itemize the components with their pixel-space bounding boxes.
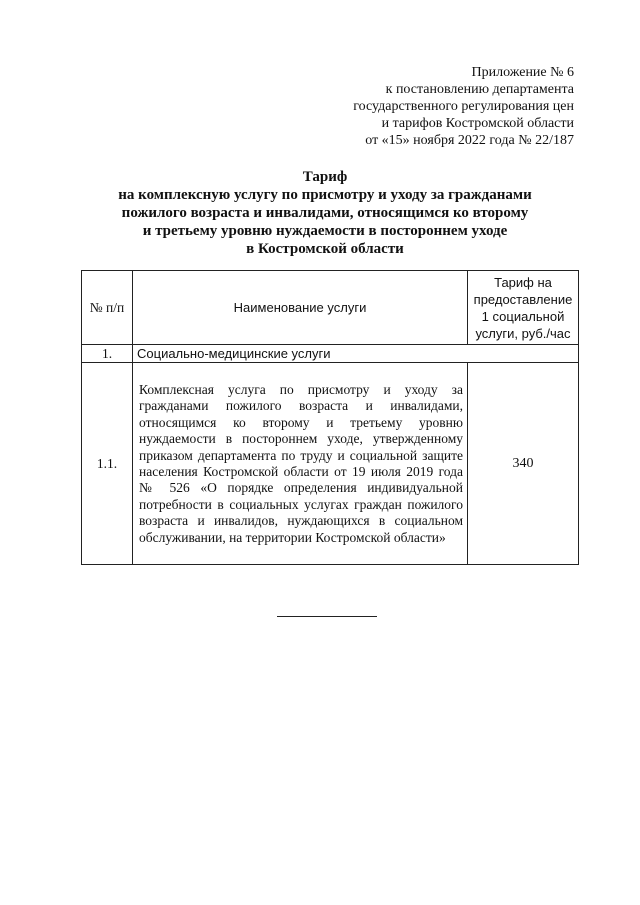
row-tariff-value: 340 (468, 363, 579, 565)
title-line: Тариф (302, 169, 348, 185)
title-line: пожилого возраста и инвалидами, относящимся ко второму (121, 205, 529, 221)
row-number: 1.1. (82, 363, 133, 565)
header-tariff: Тариф на предоставление 1 социальной услуги, руб./час (468, 271, 579, 345)
title-line: в Костромской области (246, 241, 404, 257)
section-number: 1. (82, 345, 133, 363)
appendix-line: от «15» ноября 2022 года № 22/187 (365, 133, 574, 148)
header-number: № п/п (82, 271, 133, 345)
appendix-note (353, 64, 574, 149)
row-service-description: Комплексная услуга по присмотру и уходу за гражданами пожилого возраста и инвалидами, относящимся ко второму и третьему уровню нуждаемости в постороннем уходе, утвержденному приказом департамента по труду и социальной защите населения Костромской области от 19 июля 2019 года № 526 «О порядке определения индивидуальной потребности в социальных услугах граждан пожилого возраста и инвалидов, нуждающихся в социальном обслуживании, на территории Костромской области» (133, 363, 468, 565)
section-row (82, 345, 579, 363)
appendix-line: и тарифов Костромской области (381, 116, 574, 131)
appendix-line: Приложение № 6 (471, 65, 574, 80)
section-empty-cell (468, 345, 579, 363)
table-header-row (82, 271, 579, 345)
closing-line (277, 616, 377, 617)
table-row (82, 363, 579, 565)
section-name: Социально-медицинские услуги (133, 345, 468, 363)
header-service-name: Наименование услуги (133, 271, 468, 345)
title-line: и третьему уровню нуждаемости в постороннем уходе (142, 223, 508, 239)
document-title (82, 168, 568, 258)
appendix-line: государственного регулирования цен (353, 99, 574, 114)
tariff-table (81, 270, 579, 565)
appendix-line: к постановлению департамента (385, 82, 574, 97)
title-line: на комплексную услугу по присмотру и уходу за гражданами (118, 187, 532, 203)
